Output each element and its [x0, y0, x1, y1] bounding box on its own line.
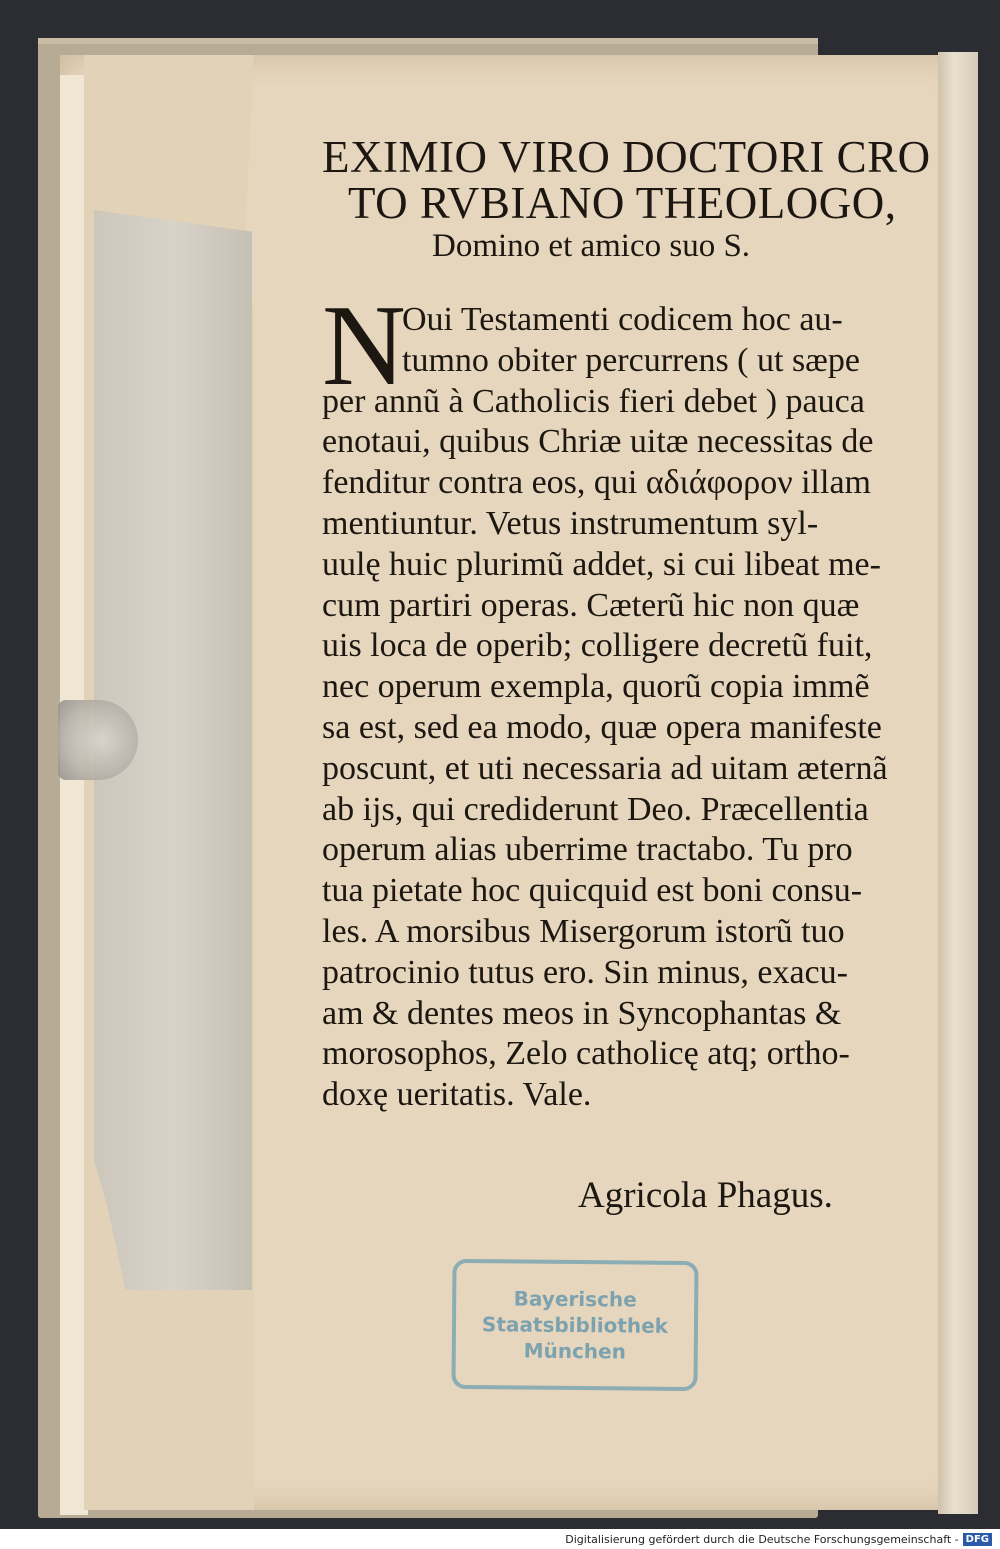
dedication-heading-line-1: EXIMIO VIRO DOCTORI CRO — [322, 132, 931, 182]
letter-line: sa est, sed ea modo, quæ opera manifeste — [322, 708, 882, 746]
letter-line: per annũ à Catholicis fieri debet ) pauca — [322, 382, 865, 420]
letter-line: uis loca de operib; colligere decretũ fuit, — [322, 627, 873, 665]
funding-footer — [0, 1529, 1000, 1549]
letter-line: les. A morsibus Misergorum istorũ tuo — [322, 912, 845, 950]
stamp-line: München — [523, 1338, 627, 1364]
letter-line: morosophos, Zelo catholicę atq; ortho- — [322, 1035, 850, 1073]
letter-line: patrocinio tutus ero. Sin minus, exacu- — [322, 953, 848, 991]
letter-line: doxę ueritatis. Vale. — [322, 1076, 592, 1114]
scanner-clip — [58, 700, 138, 780]
page-fore-edge — [938, 52, 978, 1514]
stamp-line: Bayerische — [513, 1286, 637, 1312]
funding-notice: Digitalisierung gefördert durch die Deutsche Forschungsgemeinschaft - — [565, 1532, 959, 1546]
letter-line: am & dentes meos in Syncophantas & — [322, 994, 842, 1032]
dedication-salutation: Domino et amico suo S. — [432, 228, 751, 264]
board-edge — [38, 38, 818, 44]
page-text — [322, 134, 932, 1116]
signature: Agricola Phagus. — [578, 1175, 833, 1216]
library-stamp — [451, 1259, 698, 1391]
letter-line: operum alias uberrime tractabo. Tu pro — [322, 831, 853, 869]
letter-line: ab ijs, qui crediderunt Deo. Præcellentia — [322, 790, 869, 828]
dfg-logo-icon[interactable]: DFG — [963, 1533, 992, 1546]
letter-line: cum partiri operas. Cæterũ hic non quæ — [322, 586, 860, 624]
letter-line: fenditur contra eos, qui αδιάφορον illam — [322, 464, 871, 502]
stamp-line: Staatsbibliothek — [481, 1312, 669, 1338]
letter-line: mentiuntur. Vetus instrumentum syl- — [322, 504, 819, 542]
letter-line: tumno obiter percurrens ( ut sæpe — [402, 341, 860, 379]
letter-line: uulę huic plurimũ addet, si cui libeat me- — [322, 545, 881, 583]
letter-body — [322, 282, 932, 1116]
letter-line: Oui Testamenti codicem hoc au- — [402, 301, 843, 338]
letter-line: poscunt, et uti necessaria ad uitam æternã — [322, 749, 888, 787]
dedication-heading-line-2: TO RVBIANO THEOLOGO, — [348, 178, 897, 228]
letter-line: enotaui, quibus Chriæ uitæ necessitas de — [322, 423, 874, 461]
letter-line: nec operum exempla, quorũ copia immẽ — [322, 668, 870, 706]
paper-fold-strip — [60, 75, 88, 1515]
letter-line: tua pietate hoc quicquid est boni consu- — [322, 872, 863, 910]
drop-capital: N — [322, 282, 406, 410]
